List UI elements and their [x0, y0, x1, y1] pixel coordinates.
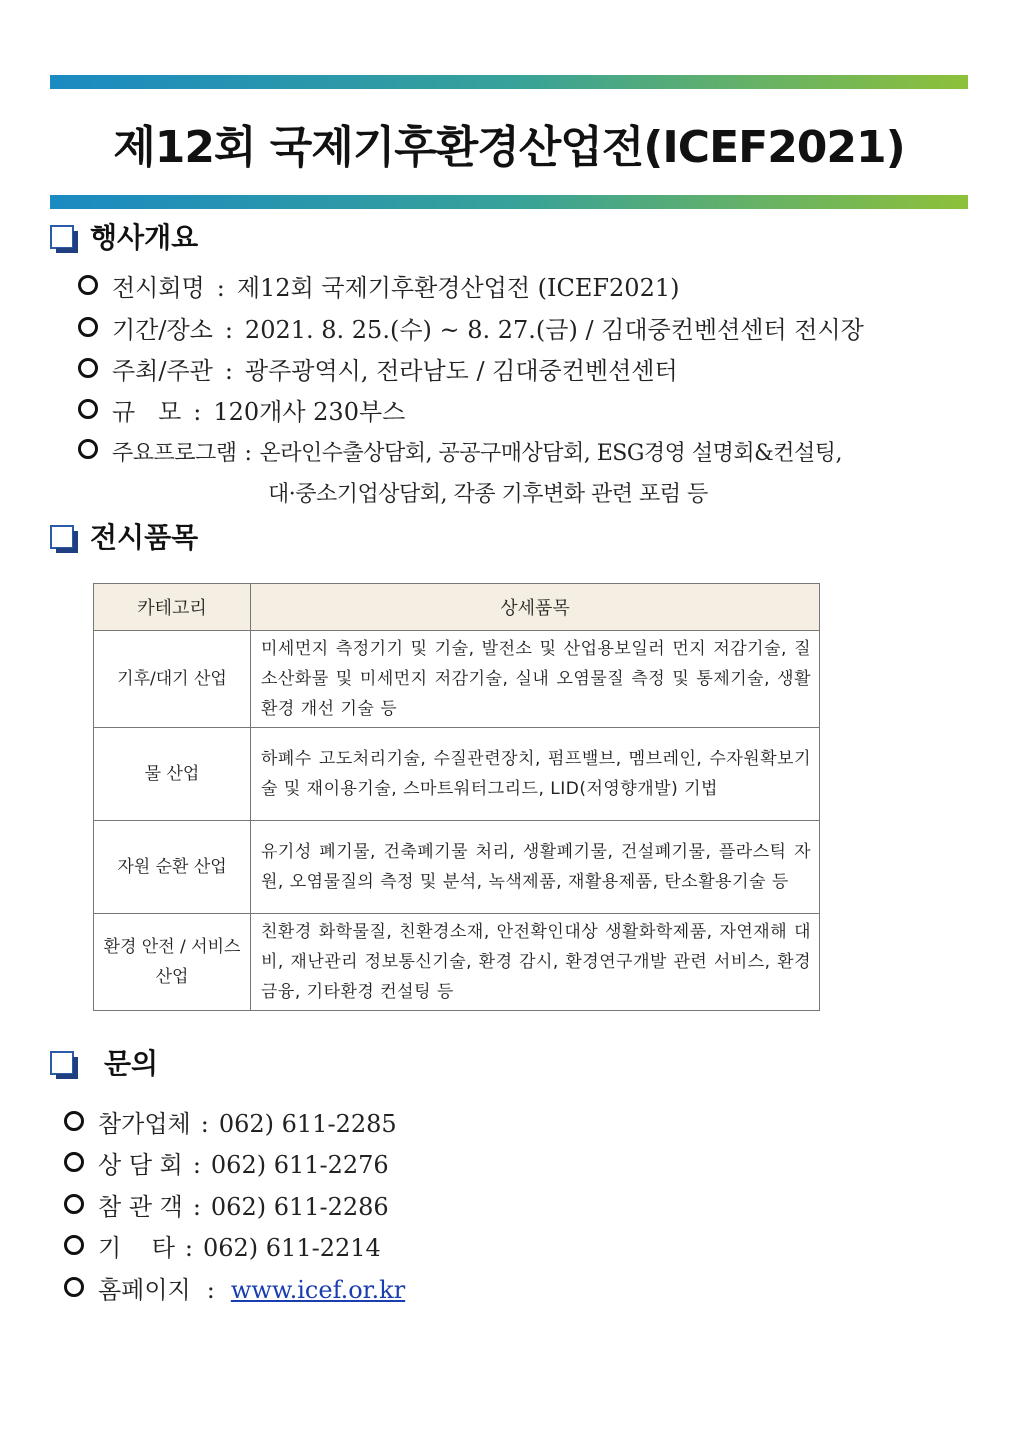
item-key: 주최/주관: [112, 357, 213, 385]
item-separator: :: [184, 1234, 193, 1262]
contact-item: [64, 1104, 397, 1144]
item-separator: :: [193, 398, 202, 426]
contact-item: [64, 1270, 405, 1310]
item-key: 기간/장소: [112, 316, 213, 344]
item-separator: :: [200, 1110, 209, 1138]
item-key: 참가업체: [98, 1110, 191, 1138]
category-cell: 자원 순환 산업: [94, 821, 251, 914]
table-row: [94, 821, 820, 914]
category-cell: 환경 안전 / 서비스 산업: [94, 914, 251, 1011]
circle-bullet-icon: [64, 1152, 84, 1172]
item-value: 온라인수출상담회, 공공구매상담회, ESG경영 설명회&컨설팅,: [259, 441, 842, 466]
section-contact-heading: [50, 1044, 158, 1084]
circle-bullet-icon: [64, 1235, 84, 1255]
checkbox-square-icon: [50, 525, 74, 549]
detail-cell: 유기성 폐기물, 건축폐기물 처리, 생활폐기물, 건설폐기물, 플라스틱 자원, 오염물질의 측정 및 분석, 녹색제품, 재활용제품, 탄소활용기술 등: [251, 821, 820, 914]
circle-bullet-icon: [78, 439, 98, 459]
item-key: 홈페이지: [98, 1276, 191, 1304]
circle-bullet-icon: [78, 317, 98, 337]
homepage-link[interactable]: www.icef.or.kr: [230, 1276, 406, 1304]
detail-cell: 미세먼지 측정기기 및 기술, 발전소 및 산업용보일러 먼지 저감기술, 질소산화물 및 미세먼지 저감기술, 실내 오염물질 측정 및 통제기술, 생활환경 개선 기술 등: [251, 631, 820, 728]
section-exhibits-heading: [50, 518, 198, 558]
item-value: 062) 611-2276: [210, 1151, 389, 1179]
section-label: 행사개요: [90, 221, 199, 254]
item-key: 주요프로그램: [112, 441, 237, 466]
exhibit-items-table: [93, 583, 820, 1011]
circle-bullet-icon: [78, 358, 98, 378]
item-value: 062) 611-2286: [210, 1193, 389, 1221]
table-row: [94, 631, 820, 728]
overview-item: [78, 268, 679, 308]
section-overview-heading: [50, 218, 198, 258]
overview-item: [78, 392, 405, 432]
detail-cell: 친환경 화학물질, 친환경소재, 안전확인대상 생활화학제품, 자연재해 대비, 재난관리 정보통신기술, 환경 감시, 환경연구개발 관련 서비스, 환경 금융, 기타환경 컨설팅 등: [251, 914, 820, 1011]
circle-bullet-icon: [64, 1111, 84, 1131]
contact-item: [64, 1228, 381, 1268]
item-value: 대·중소기업상담회, 각종 기후변화 관련 포럼 등: [268, 482, 708, 507]
overview-item: [78, 351, 678, 391]
overview-item: [78, 434, 842, 474]
item-separator: :: [192, 1151, 201, 1179]
table-header-category: 카테고리: [94, 584, 251, 631]
contact-item: [64, 1187, 389, 1227]
title-underline-bar: [50, 195, 968, 209]
item-separator: :: [224, 357, 233, 385]
overview-item-continuation: [268, 475, 708, 515]
section-label: 전시품목: [90, 521, 199, 554]
overview-item: [78, 310, 864, 350]
circle-bullet-icon: [78, 275, 98, 295]
item-value: 제12회 국제기후환경산업전 (ICEF2021): [236, 274, 680, 302]
item-value: 2021. 8. 25.(수) ~ 8. 27.(금) / 김대중컨벤션센터 전시장: [244, 316, 864, 344]
checkbox-square-icon: [50, 1051, 74, 1075]
item-value: 062) 611-2285: [218, 1110, 397, 1138]
item-separator: :: [216, 274, 225, 302]
item-key: 참 관 객: [98, 1193, 183, 1221]
item-separator: :: [244, 441, 252, 466]
item-key: 전시회명: [112, 274, 205, 302]
contact-item: [64, 1145, 389, 1185]
item-separator: :: [224, 316, 233, 344]
item-value: 062) 611-2214: [202, 1234, 381, 1262]
table-row: [94, 914, 820, 1011]
detail-cell: 하폐수 고도처리기술, 수질관련장치, 펌프밸브, 멤브레인, 수자원확보기술 및 재이용기술, 스마트워터그리드, LID(저영향개발) 기법: [251, 728, 820, 821]
top-gradient-bar: [50, 75, 968, 89]
item-key: 상 담 회: [98, 1151, 183, 1179]
item-key: 규 모: [112, 398, 182, 426]
circle-bullet-icon: [78, 399, 98, 419]
category-cell: 기후/대기 산업: [94, 631, 251, 728]
item-value: 광주광역시, 전라남도 / 김대중컨벤션센터: [244, 357, 678, 385]
page-title: 제12회 국제기후환경산업전(ICEF2021): [113, 122, 905, 173]
table-row: [94, 728, 820, 821]
circle-bullet-icon: [64, 1277, 84, 1297]
item-separator: :: [206, 1276, 215, 1304]
item-key: 기 타: [98, 1234, 175, 1262]
category-cell: 물 산업: [94, 728, 251, 821]
item-value: 120개사 230부스: [213, 398, 406, 426]
table-header-detail: 상세품목: [251, 584, 820, 631]
checkbox-square-icon: [50, 225, 74, 249]
circle-bullet-icon: [64, 1194, 84, 1214]
section-label: 문의: [104, 1047, 159, 1080]
item-separator: :: [192, 1193, 201, 1221]
